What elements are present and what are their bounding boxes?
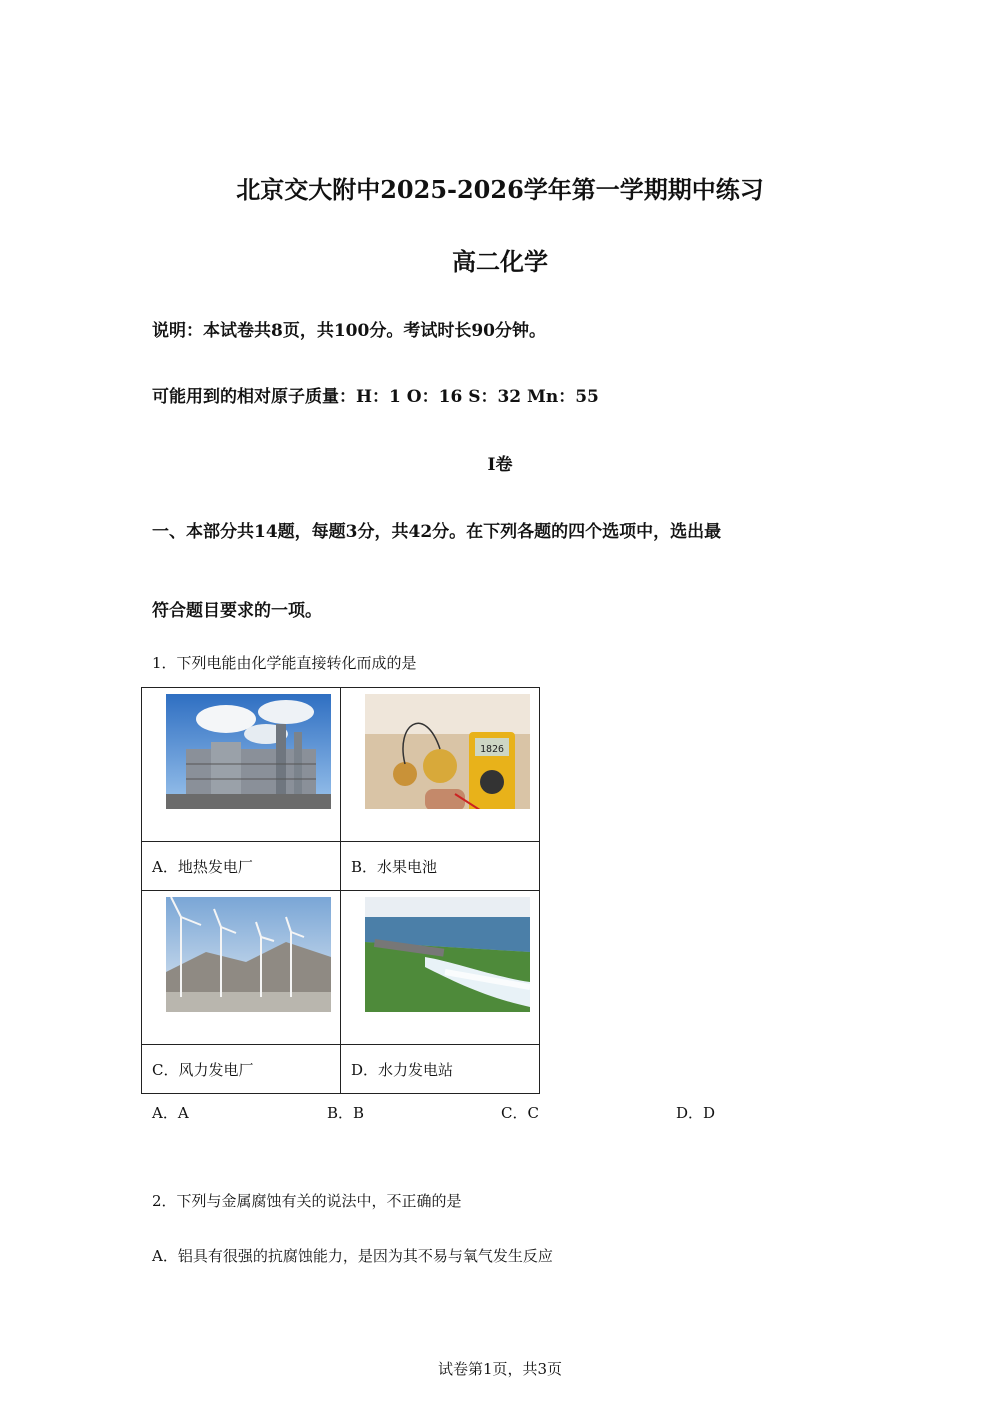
option-c-image-cell	[142, 891, 341, 1045]
option-b-image-cell	[341, 688, 540, 842]
page-footer: 试卷第1页，共3页	[437, 1360, 563, 1378]
choice-d[interactable]: D．D	[676, 1104, 716, 1122]
subject-title: 高二化学	[452, 247, 548, 276]
question-2-option-a[interactable]: A．铝具有很强的抗腐蚀能力，是因为其不易与氧气发生反应	[152, 1247, 553, 1265]
choice-b[interactable]: B．B	[327, 1104, 365, 1122]
question-1-options-table	[141, 687, 540, 1094]
industrial-plant-photo-icon	[166, 694, 331, 809]
hydro-dam-photo-icon	[365, 897, 530, 1012]
option-d-image-cell	[341, 891, 540, 1045]
exam-note: 说明：本试卷共8页，共100分。考试时长90分钟。	[152, 321, 546, 341]
option-c-label: C．风力发电厂	[142, 1045, 341, 1094]
wind-turbine-photo-icon	[166, 897, 331, 1012]
page-title: 北京交大附中2025-2026学年第一学期期中练习	[236, 175, 764, 204]
option-a-label: A．地热发电厂	[142, 842, 341, 891]
question-1-stem: 1．下列电能由化学能直接转化而成的是	[152, 654, 417, 672]
section-heading-line2: 符合题目要求的一项。	[152, 601, 322, 621]
option-b-label: B．水果电池	[341, 842, 540, 891]
option-d-label: D．水力发电站	[341, 1045, 540, 1094]
choice-a[interactable]: A．A	[152, 1104, 189, 1122]
fruit-battery-photo-icon	[365, 694, 530, 809]
question-2-stem: 2．下列与金属腐蚀有关的说法中，不正确的是	[152, 1192, 462, 1210]
section-heading-line1: 一、本部分共14题，每题3分，共42分。在下列各题的四个选项中，选出最	[152, 522, 722, 542]
svg-text:1826: 1826	[479, 744, 505, 755]
choice-c[interactable]: C．C	[501, 1104, 539, 1122]
atomic-mass-line: 可能用到的相对原子质量：H：1 O：16 S：32 Mn：55	[152, 387, 599, 407]
option-a-image-cell	[142, 688, 341, 842]
volume-heading: I卷	[487, 455, 513, 475]
